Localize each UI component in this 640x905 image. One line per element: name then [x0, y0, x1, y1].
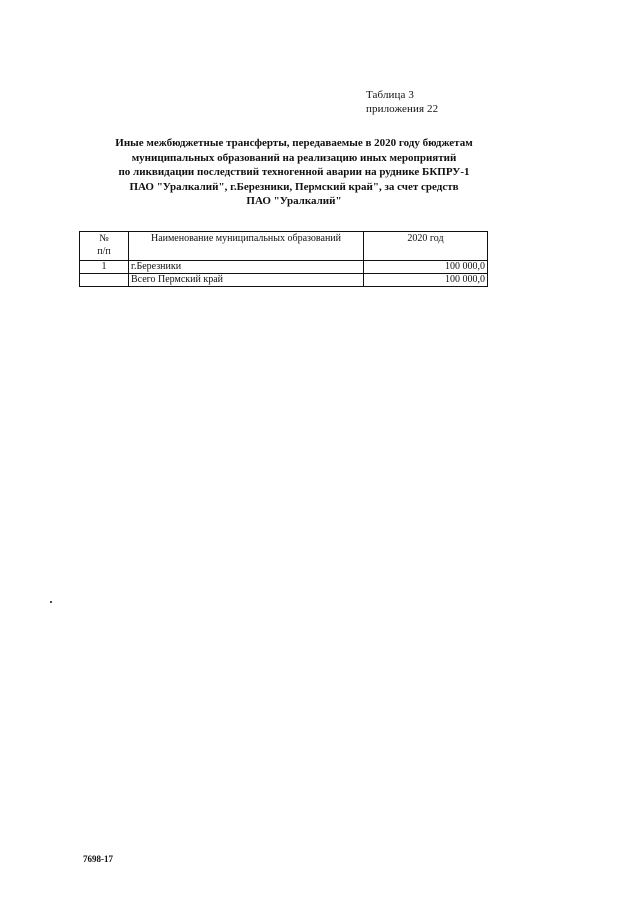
total-label: Всего Пермский край	[129, 274, 364, 287]
header-name: Наименование муниципальных образований	[129, 232, 364, 261]
scan-dot	[50, 601, 52, 603]
table-row	[80, 261, 488, 274]
table-header-row	[80, 232, 488, 261]
row-name: г.Березники	[129, 261, 364, 274]
appendix-number: приложения 22	[366, 103, 439, 115]
table-total-row	[80, 274, 488, 287]
footer-code: 7698-17	[83, 854, 113, 864]
title-line: по ликвидации последствий техногенной аварии на руднике БКПРУ-1	[118, 166, 470, 178]
transfers-table	[79, 231, 488, 287]
header-year: 2020 год	[364, 232, 488, 261]
table-number: Таблица 3	[366, 89, 414, 101]
title-line: Иные межбюджетные трансферты, передаваемые в 2020 году бюджетам	[115, 137, 473, 149]
total-value: 100 000,0	[364, 274, 488, 287]
row-number: 1	[80, 261, 129, 274]
row-value: 100 000,0	[364, 261, 488, 274]
total-number-empty	[80, 274, 129, 287]
title-line: муниципальных образований на реализацию иных мероприятий	[131, 151, 457, 164]
document-title	[74, 136, 514, 209]
header-number	[80, 232, 129, 261]
header-number-abbr: п/п	[97, 246, 111, 257]
title-line: ПАО "Уралкалий", г.Березники, Пермский край", за счет средств	[129, 180, 459, 193]
header-number-symbol: №	[99, 233, 109, 244]
title-line: ПАО "Уралкалий"	[246, 195, 342, 207]
table-reference	[366, 88, 438, 116]
